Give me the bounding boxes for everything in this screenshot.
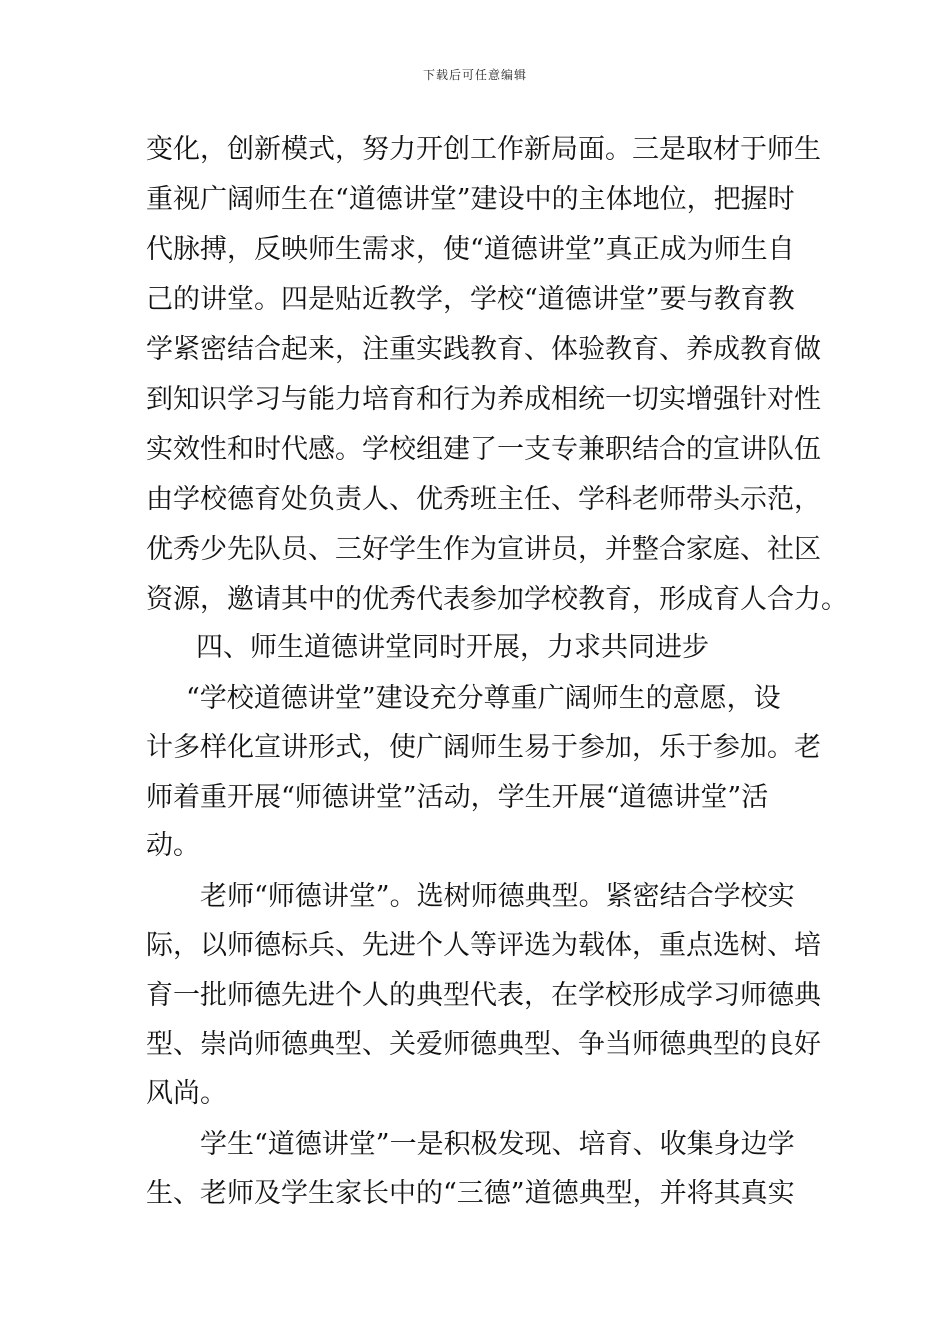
body-text-line: 优秀少先队员、三好学生作为宣讲员，并整合家庭、社区 — [146, 534, 821, 565]
body-text-line: 己的讲堂。四是贴近教学，学校“道德讲堂”要与教育教 — [146, 284, 795, 315]
body-text-line: 计多样化宣讲形式，使广阔师生易于参加，乐于参加。老 — [146, 732, 821, 763]
page-header-note: 下载后可任意编辑 — [422, 68, 527, 82]
section-heading: 四、师生道德讲堂同时开展，力求共同进步 — [196, 632, 709, 663]
body-text-line: “学校道德讲堂”建设充分尊重广阔师生的意愿，设 — [186, 683, 781, 714]
body-text-line: 学紧密结合起来，注重实践教育、体验教育、养成教育做 — [146, 334, 821, 365]
body-text-line: 实效性和时代感。学校组建了一支专兼职结合的宣讲队伍 — [146, 434, 821, 465]
body-text-line: 老师“师德讲堂”。选树师德典型。紧密结合学校实 — [200, 881, 795, 912]
body-text-line: 风尚。 — [146, 1078, 227, 1109]
body-text-line: 变化，创新模式，努力开创工作新局面。三是取材于师生 — [146, 134, 821, 165]
body-text-line: 师着重开展“师德讲堂”活动，学生开展“道德讲堂”活 — [146, 782, 769, 813]
body-text-line: 动。 — [146, 830, 200, 861]
body-text-line: 重视广阔师生在“道德讲堂”建设中的主体地位，把握时 — [146, 184, 795, 215]
body-text-line: 由学校德育处负责人、优秀班主任、学科老师带头示范， — [146, 484, 821, 515]
body-text-line: 资源，邀请其中的优秀代表参加学校教育，形成育人合力。 — [146, 584, 848, 615]
body-text-line: 型、崇尚师德典型、关爱师德典型、争当师德典型的良好 — [146, 1029, 821, 1060]
body-text-line: 生、老师及学生家长中的“三德”道德典型，并将其真实 — [146, 1178, 795, 1209]
body-text-line: 代脉搏，反映师生需求，使“道德讲堂”真正成为师生自 — [146, 234, 795, 265]
body-text-line: 际，以师德标兵、先进个人等评选为载体，重点选树、培 — [146, 930, 821, 961]
body-text-line: 到知识学习与能力培育和行为养成相统一切实增强针对性 — [146, 384, 821, 415]
body-text-line: 育一批师德先进个人的典型代表，在学校形成学习师德典 — [146, 980, 821, 1011]
body-text-line: 学生“道德讲堂”一是积极发现、培育、收集身边学 — [200, 1129, 795, 1160]
